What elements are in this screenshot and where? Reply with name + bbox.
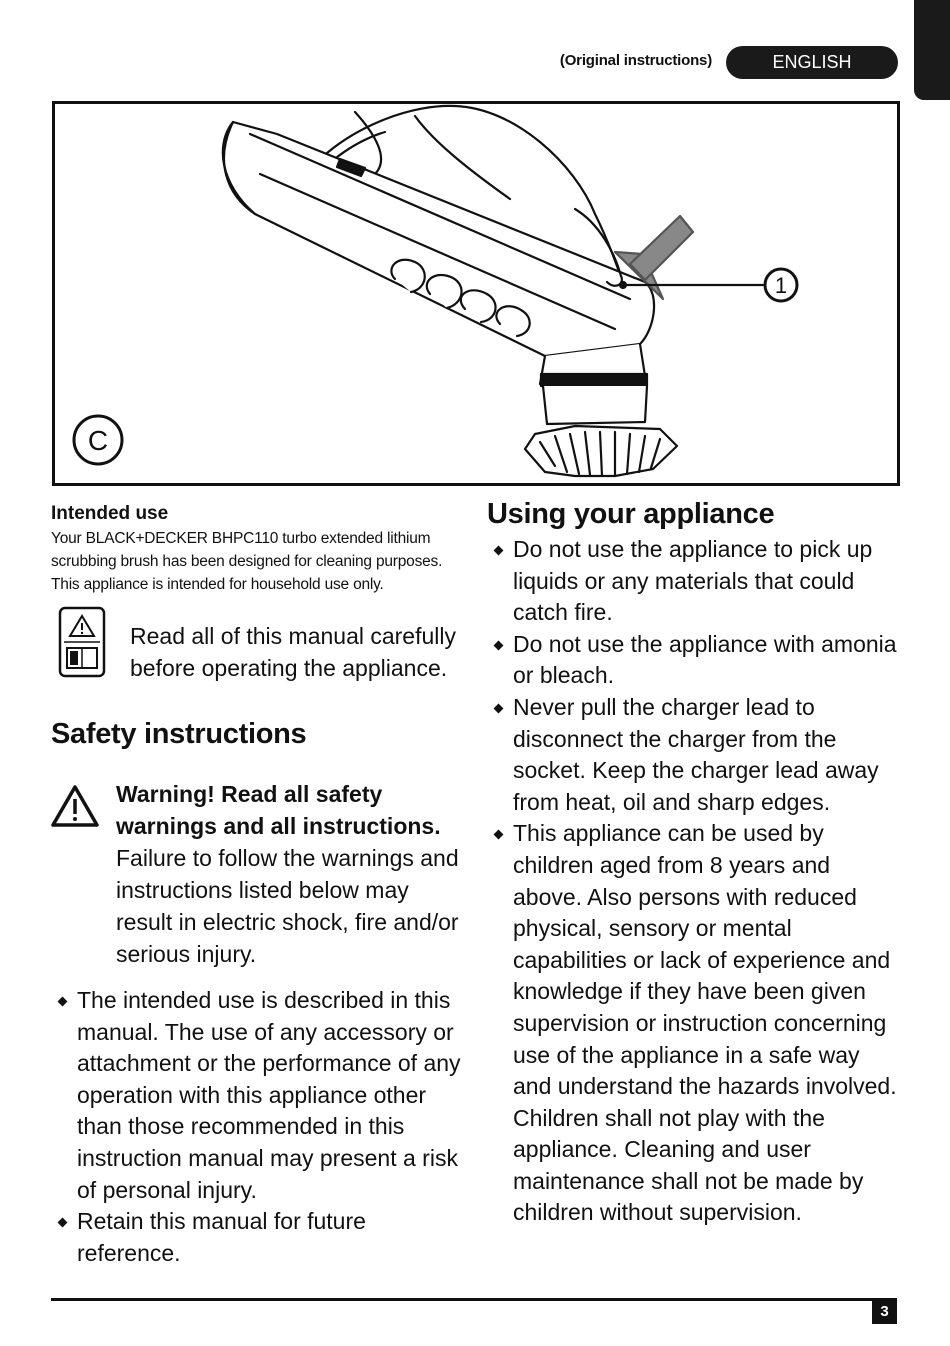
intended-use-heading: Intended use [51, 503, 169, 524]
section-edge-tab [914, 0, 950, 100]
safety-list [77, 985, 462, 1269]
warning-text: Failure to follow the warnings and instructions listed below may result in electric shock, fire and/or serious injury. [116, 845, 459, 967]
figure-c [52, 101, 900, 486]
warning-triangle-icon [50, 784, 100, 828]
page-number: 3 [872, 1300, 897, 1324]
read-manual-text: Read all of this manual carefully before operating the appliance. [130, 623, 456, 681]
list-item: The intended use is described in this manual. The use of any accessory or attachment or the performance of any operation with this appliance other than those recommended in this instruction manual may present a risk of personal injury. [77, 985, 462, 1206]
warning-block [116, 778, 466, 970]
footer-rule [51, 1298, 897, 1301]
list-item: Never pull the charger lead to disconnect the charger from the socket. Keep the charger lead away from heat, oil and sharp edges. [513, 692, 903, 818]
intended-use-text: Your BLACK+DECKER BHPC110 turbo extended lithium scrubbing brush has been designed for cleaning purposes. This appliance is intended for household use only. [51, 530, 443, 593]
list-item: Do not use the appliance with amonia or bleach. [513, 629, 903, 692]
callout-number: 1 [774, 273, 788, 298]
read-manual-icon [58, 606, 106, 678]
warning-bold: Warning! Read all safety warnings and all instructions. [116, 781, 441, 839]
list-item: Do not use the appliance to pick up liquids or any materials that could catch fire. [513, 534, 903, 629]
using-list [513, 534, 903, 1229]
safety-heading: Safety instructions [51, 718, 307, 750]
original-instructions-label: (Original instructions) [559, 52, 712, 69]
figure-label: C [87, 425, 109, 456]
list-item: Retain this manual for future reference. [77, 1206, 462, 1269]
using-heading: Using your appliance [487, 498, 775, 530]
list-item: This appliance can be used by children aged from 8 years and above. Also persons with reduced physical, sensory or mental capabilities or lack of experience and knowledge if they have been given supervision or instruction concerning use of the appliance in a safe way and understand the hazards involved. Children shall not play with the appliance. Cleaning and user maintenance shall not be made by children without supervision. [513, 818, 903, 1229]
scrubber-illustration [55, 104, 897, 483]
language-badge: ENGLISH [726, 46, 898, 79]
